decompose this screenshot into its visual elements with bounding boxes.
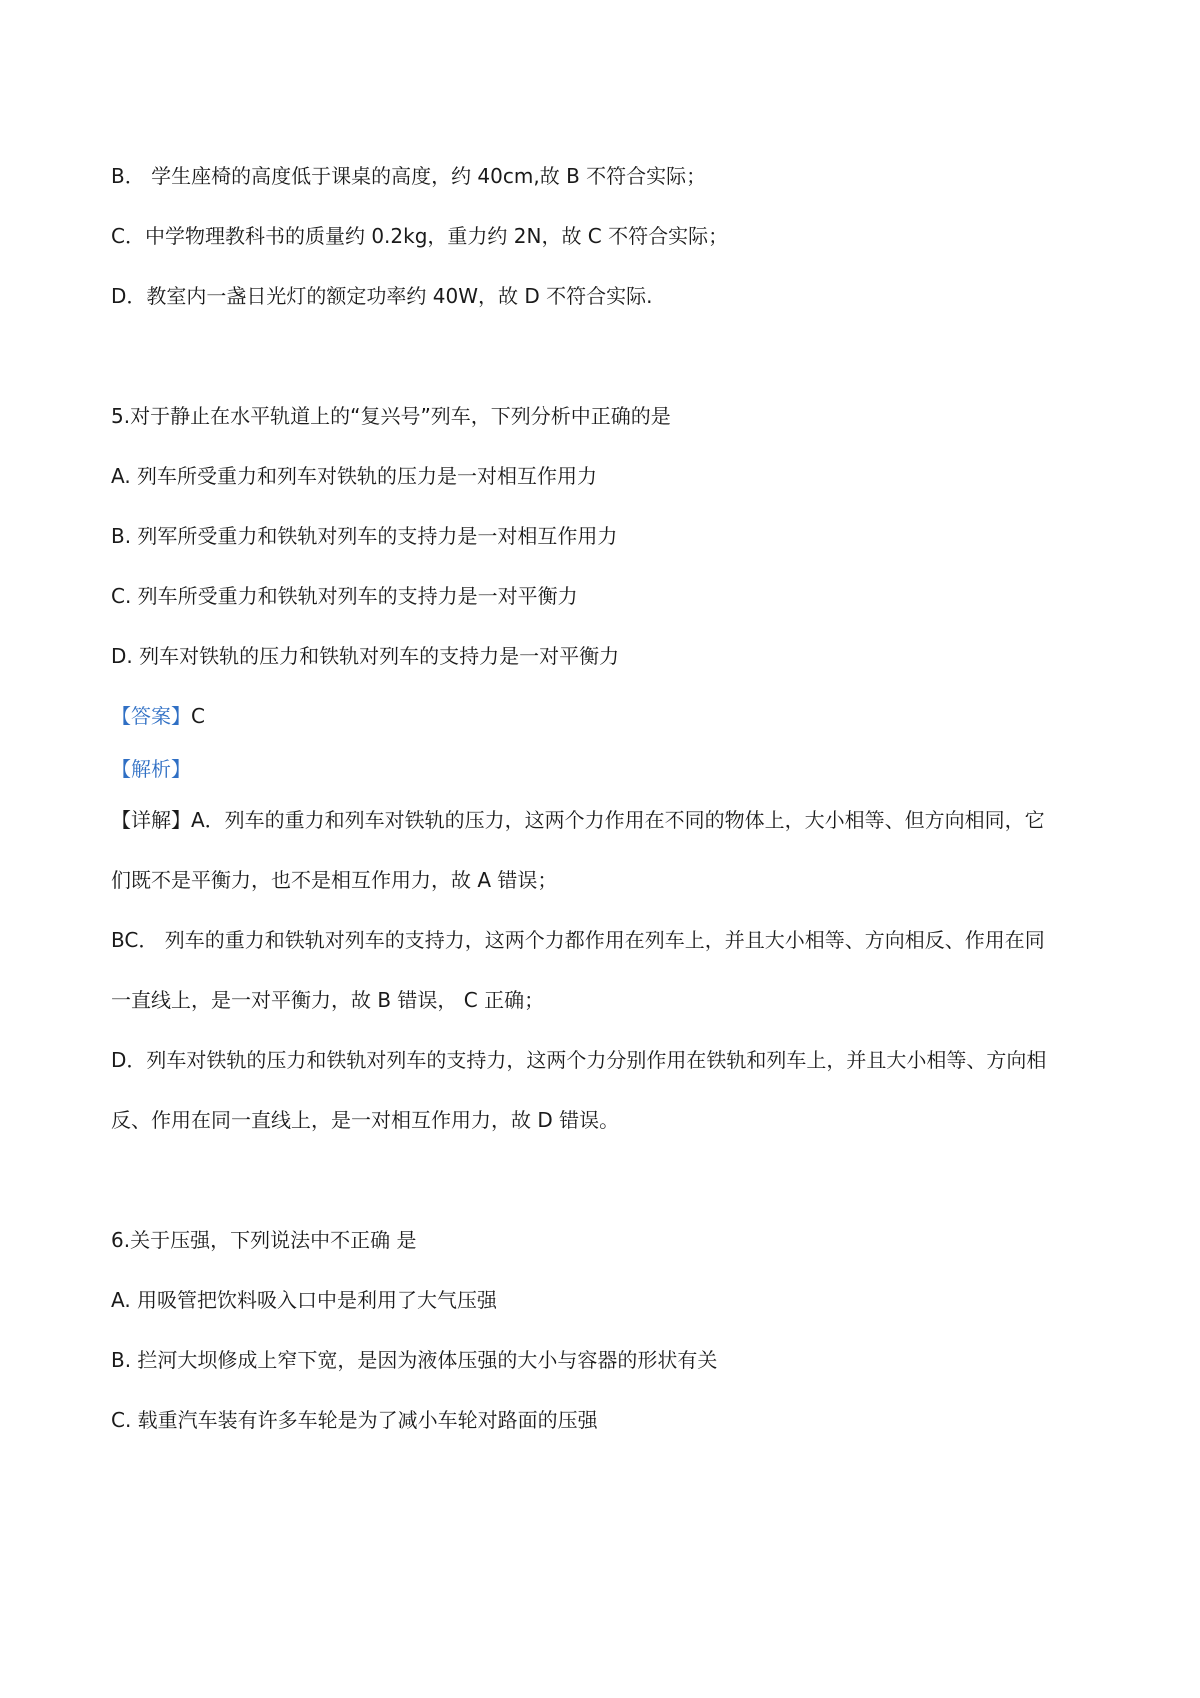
q5-option-d: D. 列车对铁轨的压力和铁轨对列车的支持力是一对平衡力 (111, 644, 620, 668)
q5-detail-line: 一直线上，是一对平衡力，故 B 错误， C 正确； (111, 988, 545, 1012)
q5-option-a: A. 列车所受重力和列车对铁轨的压力是一对相互作用力 (111, 464, 598, 488)
prev-solution-c: C．中学物理教科书的质量约 0.2kg，重力约 2N，故 C 不符合实际； (111, 224, 729, 248)
q5-detail-line: 们既不是平衡力，也不是相互作用力，故 A 错误； (111, 868, 558, 892)
q6-option-a: A. 用吸管把饮料吸入口中是利用了大气压强 (111, 1288, 498, 1312)
q5-detail-line: 反、作用在同一直线上，是一对相互作用力，故 D 错误。 (111, 1108, 620, 1132)
answer-value: C (191, 704, 205, 728)
q5-answer (111, 702, 205, 730)
prev-solution-b: B． 学生座椅的高度低于课桌的高度，约 40cm,故 B 不符合实际； (111, 164, 707, 188)
q6-option-c: C. 载重汽车装有许多车轮是为了减小车轮对路面的压强 (111, 1408, 598, 1432)
q5-option-b: B. 列军所受重力和铁轨对列车的支持力是一对相互作用力 (111, 524, 618, 548)
q6-option-b: B. 拦河大坝修成上窄下宽，是因为液体压强的大小与容器的形状有关 (111, 1348, 718, 1372)
q5-detail-line: BC． 列车的重力和铁轨对列车的支持力，这两个力都作用在列车上，并且大小相等、方向相反、作用在同 (111, 928, 1045, 952)
q5-option-c: C. 列车所受重力和铁轨对列车的支持力是一对平衡力 (111, 584, 578, 608)
prev-solution-d: D．教室内一盏日光灯的额定功率约 40W，故 D 不符合实际. (111, 284, 653, 308)
answer-tag: 【答案】 (111, 704, 191, 728)
analysis-tag: 【解析】 (111, 757, 191, 781)
q5-stem: 5.对于静止在水平轨道上的“复兴号”列车，下列分析中正确的是 (111, 404, 671, 428)
q6-stem: 6.关于压强，下列说法中不正确 是 (111, 1228, 417, 1252)
q5-detail-line: 【详解】A．列车的重力和列车对铁轨的压力，这两个力作用在不同的物体上，大小相等、但方向相同，它 (111, 808, 1045, 832)
q5-detail-line: D．列车对铁轨的压力和铁轨对列车的支持力，这两个力分别作用在铁轨和列车上，并且大小相等、方向相 (111, 1048, 1047, 1072)
